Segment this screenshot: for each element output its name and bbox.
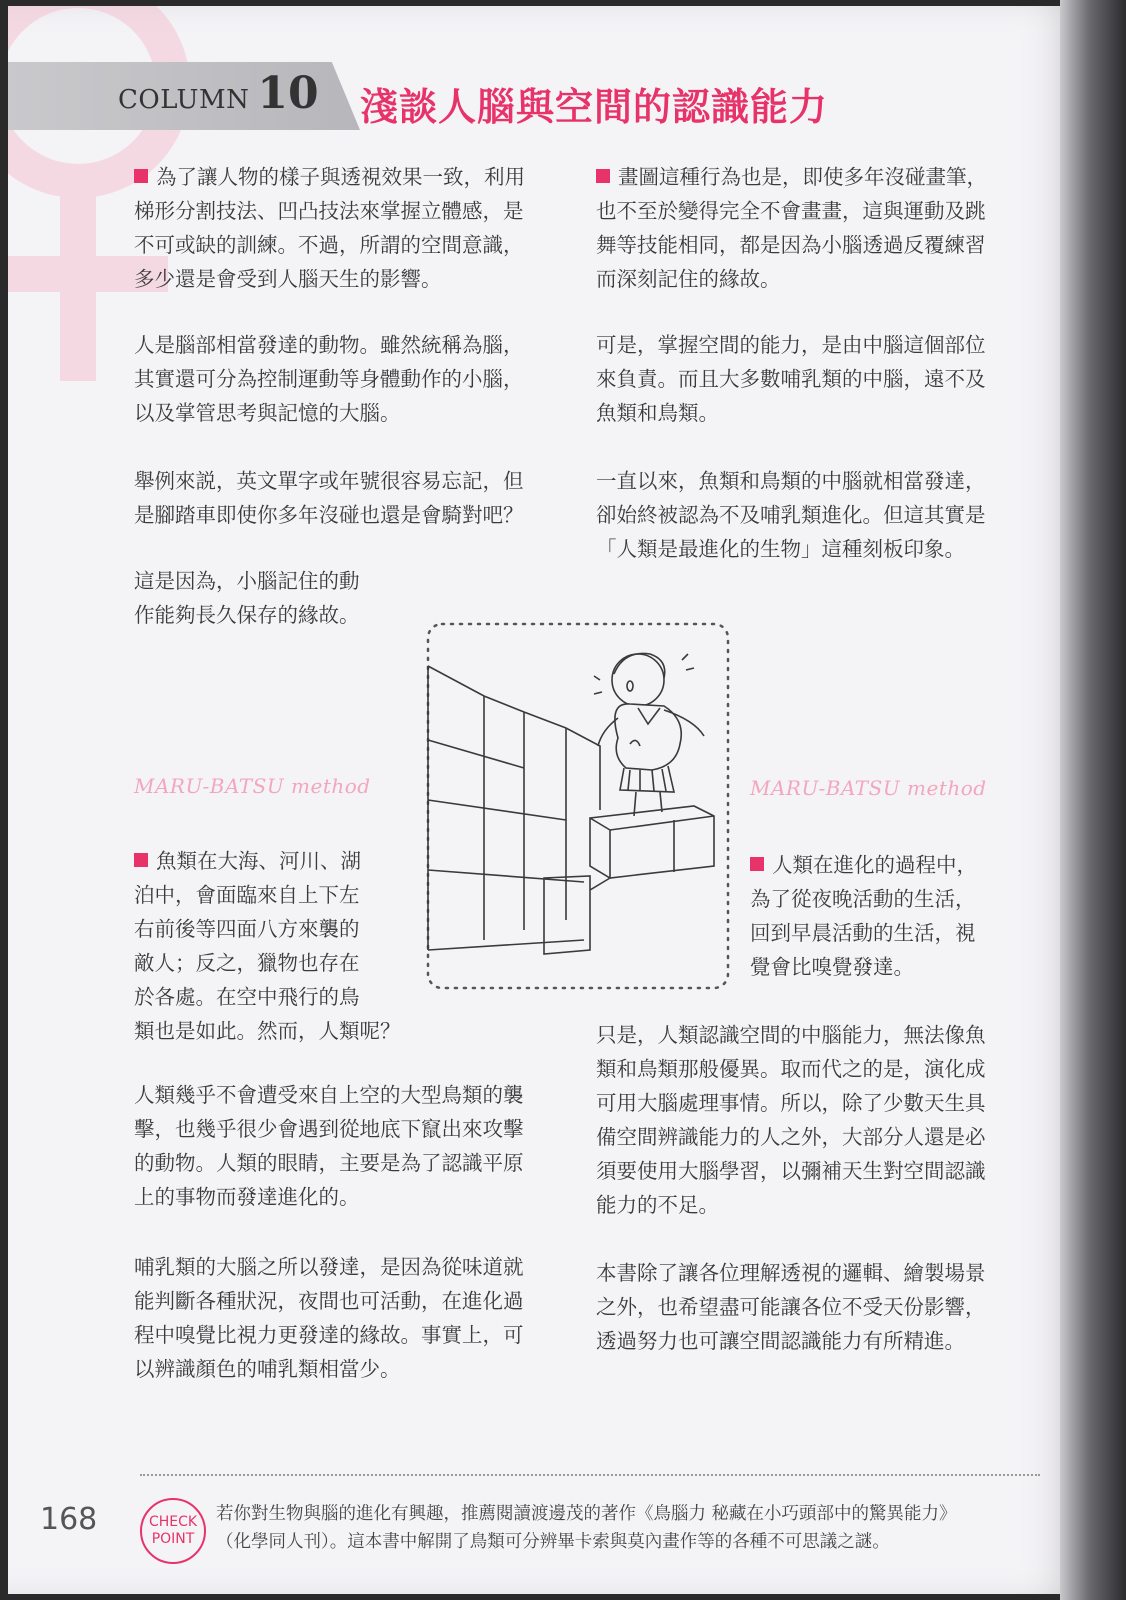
- left-paragraph-5: [134, 844, 401, 1048]
- text-line: 類和鳥類那般優異。取而代之的是，演化成: [596, 1057, 986, 1081]
- column-label: [118, 68, 319, 119]
- text-line: 一直以來，魚類和鳥類的中腦就相當發達，: [596, 469, 986, 493]
- text-line: 於各處。在空中飛行的鳥: [134, 985, 360, 1009]
- text-line: 「人類是最進化的生物」這種刻板印象。: [596, 537, 965, 561]
- text-line: 人類幾乎不會遭受來自上空的大型鳥類的襲: [134, 1083, 524, 1107]
- text-line: 哺乳類的大腦之所以發達，是因為從味道就: [134, 1255, 524, 1279]
- text-line: 以及掌管思考與記憶的大腦。: [134, 401, 401, 425]
- footer-text-line: 若你對生物與腦的進化有興趣，推薦閱讀渡邊茂的著作《鳥腦力 秘藏在小巧頭部中的驚異能力》: [216, 1504, 957, 1524]
- right-paragraph-2: [596, 328, 986, 430]
- text-line: 畫圖這種行為也是，即使多年沒碰畫筆，: [618, 165, 987, 189]
- text-line: 魚類和鳥類。: [596, 401, 719, 425]
- text-line: 以辨識顏色的哺乳類相當少。: [134, 1357, 401, 1381]
- text-line: 人是腦部相當發達的動物。雖然統稱為腦，: [134, 333, 524, 357]
- left-paragraph-3: [134, 464, 524, 532]
- square-bullet-icon: [750, 857, 764, 871]
- text-line: 舞等技能相同，都是因為小腦透過反覆練習: [596, 233, 986, 257]
- left-paragraph-2: [134, 328, 524, 430]
- page-number: 168: [40, 1502, 98, 1537]
- text-line: 舉例來説，英文單字或年號很容易忘記，但: [134, 469, 524, 493]
- check-point-line2: POINT: [151, 1531, 195, 1547]
- left-paragraph-6: [134, 1078, 524, 1214]
- text-line: 回到早晨活動的生活，視: [750, 921, 976, 945]
- right-paragraph-5: [596, 1018, 986, 1222]
- text-line: 上的事物而發達進化的。: [134, 1185, 360, 1209]
- text-line: 梯形分割技法、凹凸技法來掌握立體感，是: [134, 199, 524, 223]
- check-point-badge: [140, 1498, 206, 1564]
- square-bullet-icon: [596, 169, 610, 183]
- text-line: 敵人；反之，獵物也存在: [134, 951, 360, 975]
- method-label-left: MARU-BATSU method: [134, 774, 371, 798]
- left-paragraph-1: [134, 160, 525, 296]
- text-line: 本書除了讓各位理解透視的邏輯、繪製場景: [596, 1261, 986, 1285]
- text-line: 程中嗅覺比視力更發達的緣故。事實上，可: [134, 1323, 524, 1347]
- text-line: 來負責。而且大多數哺乳類的中腦，遠不及: [596, 367, 986, 391]
- column-word: COLUMN: [118, 85, 250, 115]
- page-title: 淺談人腦與空間的認識能力: [360, 85, 829, 129]
- footer-text-line: （化學同人刊）。這本書中解開了鳥類可分辨畢卡索與莫內畫作等的各種不可思議之謎。: [216, 1532, 890, 1552]
- text-line: 只是，人類認識空間的中腦能力，無法像魚: [596, 1023, 986, 1047]
- text-line: 備空間辨識能力的人之外，大部分人還是必: [596, 1125, 986, 1149]
- check-point-line1: CHECK: [148, 1514, 198, 1530]
- text-line: 為了從夜晚活動的生活，: [750, 887, 976, 911]
- text-line: 透過努力也可讓空間認識能力有所精進。: [596, 1329, 965, 1353]
- square-bullet-icon: [134, 853, 148, 867]
- text-line: 不可或缺的訓練。不過，所謂的空間意識，: [134, 233, 524, 257]
- text-line: 右前後等四面八方來襲的: [134, 917, 360, 941]
- text-line: 魚類在大海、河川、湖: [156, 849, 361, 873]
- text-line: 類也是如此。然而，人類呢？: [134, 1019, 401, 1043]
- text-line: 須要使用大腦學習，以彌補天生對空間認識: [596, 1159, 986, 1183]
- page-edge-shadow: [1060, 0, 1126, 1600]
- text-line: 這是因為，小腦記住的動: [134, 569, 360, 593]
- right-paragraph-4: [750, 848, 977, 984]
- right-paragraph-3: [596, 464, 986, 566]
- text-line: 可是，掌握空間的能力，是由中腦這個部位: [596, 333, 986, 357]
- left-paragraph-4: [134, 564, 360, 632]
- square-bullet-icon: [134, 169, 148, 183]
- text-line: 能判斷各種狀況，夜間也可活動，在進化過: [134, 1289, 524, 1313]
- text-line: 人類在進化的過程中，: [772, 853, 977, 877]
- text-line: 之外，也希望盡可能讓各位不受天份影響，: [596, 1295, 986, 1319]
- text-line: 覺會比嗅覺發達。: [750, 955, 914, 979]
- right-paragraph-1: [596, 160, 987, 296]
- text-line: 其實還可分為控制運動等身體動作的小腦，: [134, 367, 524, 391]
- text-line: 是腳踏車即使你多年沒碰也還是會騎對吧？: [134, 503, 524, 527]
- footer-divider: [140, 1474, 1040, 1476]
- text-line: 泊中，會面臨來自上下左: [134, 883, 360, 907]
- check-point-text: [216, 1500, 957, 1556]
- text-line: 作能夠長久保存的緣故。: [134, 603, 360, 627]
- book-page: [8, 6, 1088, 1594]
- text-line: 的動物。人類的眼睛，主要是為了認識平原: [134, 1151, 524, 1175]
- perspective-boxes-illustration: [424, 620, 744, 998]
- text-line: 也不至於變得完全不會畫畫，這與運動及跳: [596, 199, 986, 223]
- text-line: 可用大腦處理事情。所以，除了少數天生具: [596, 1091, 986, 1115]
- text-line: 卻始終被認為不及哺乳類進化。但這其實是: [596, 503, 986, 527]
- column-number: 10: [257, 68, 319, 119]
- method-label-right: MARU-BATSU method: [750, 776, 987, 800]
- text-line: 為了讓人物的樣子與透視效果一致，利用: [156, 165, 525, 189]
- right-paragraph-6: [596, 1256, 986, 1358]
- text-line: 擊，也幾乎很少會遇到從地底下竄出來攻擊: [134, 1117, 524, 1141]
- text-line: 能力的不足。: [596, 1193, 719, 1217]
- text-line: 多少還是會受到人腦天生的影響。: [134, 267, 442, 291]
- text-line: 而深刻記住的緣故。: [596, 267, 781, 291]
- left-paragraph-7: [134, 1250, 524, 1386]
